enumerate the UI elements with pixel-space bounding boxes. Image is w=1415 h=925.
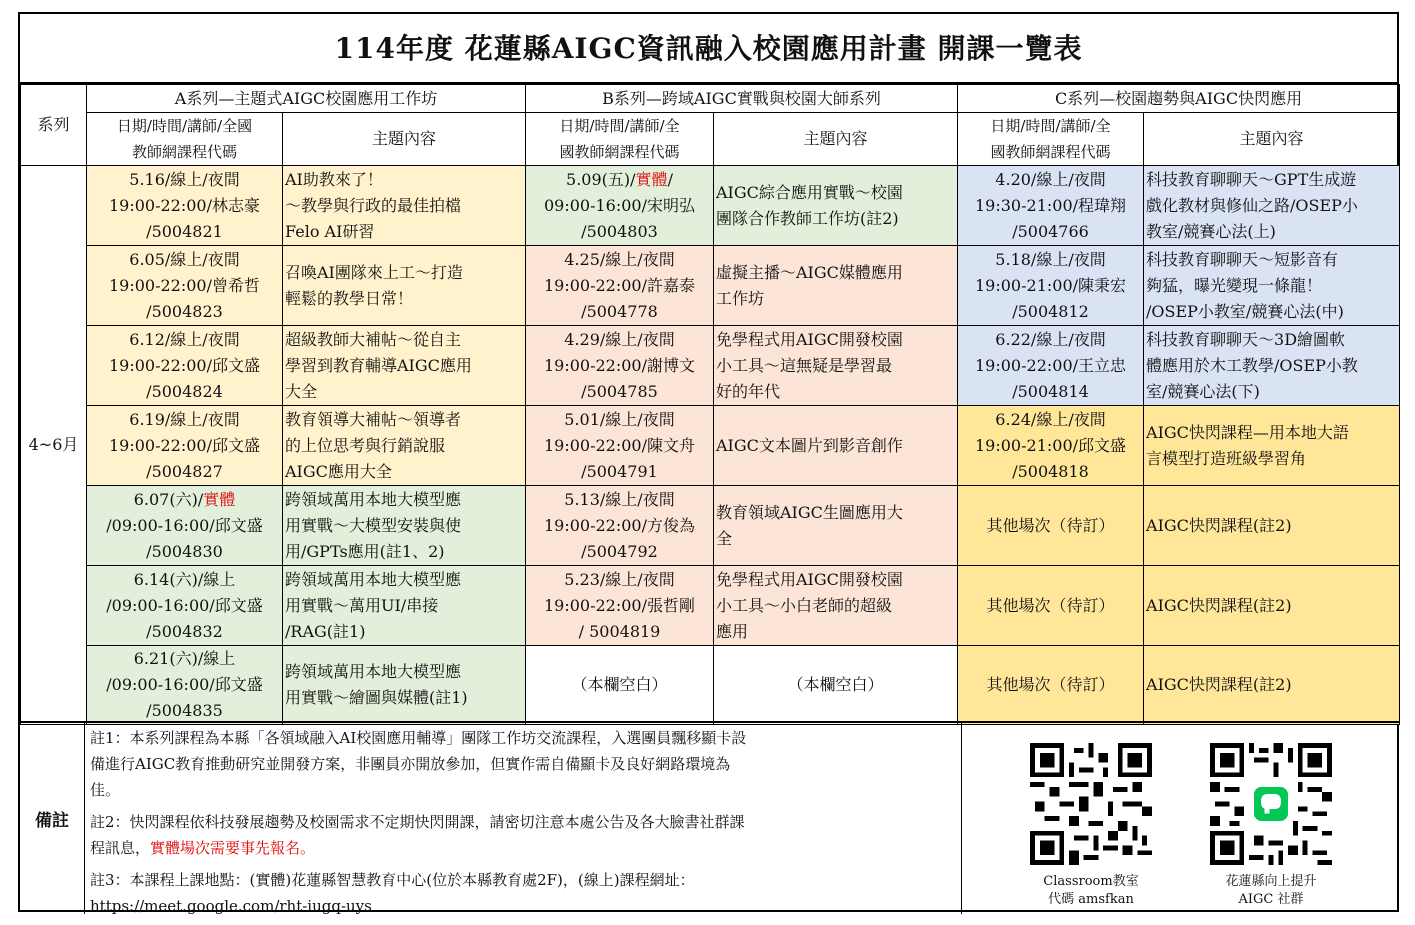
- table-row: [21, 646, 1400, 725]
- notes-divider: [961, 723, 962, 914]
- aigc-community-caption: 花蓮縣向上提升 AIGC 社群: [1225, 874, 1317, 907]
- col-topic-b: 主題內容: [714, 113, 958, 166]
- table-row: [21, 166, 1400, 246]
- col-topic-a: 主題內容: [283, 113, 526, 166]
- table-row: [21, 406, 1400, 486]
- note-2-text: 註2：快閃課程依科技發展趨勢及校園需求不定期快閃開課，請密切注意本處公告及各大臉書社群課 程訊息，: [90, 813, 745, 857]
- col-info-a: 日期/時間/講師/全國 教師網課程代碼: [87, 113, 283, 166]
- in-person-mark: 實體: [203, 489, 236, 509]
- schedule-sheet: [18, 12, 1399, 915]
- c-info-cell: 其他場次（待訂）: [958, 646, 1144, 725]
- table-row: [21, 326, 1400, 406]
- page-title: 114年度 花蓮縣AIGC資訊融入校園應用計畫 開課一覽表: [20, 14, 1397, 84]
- a-info-cell: 6.14(六)/線上 /09:00-16:00/邱文盛 /5004832: [87, 566, 283, 646]
- course-table: [20, 84, 1400, 725]
- note-2-warning: 實體場次需要事先報名。: [150, 839, 316, 857]
- a-info-cell: 6.21(六)/線上 /09:00-16:00/邱文盛 /5004835: [87, 646, 283, 725]
- b-topic-cell: AIGC文本圖片到影音創作: [714, 406, 958, 486]
- a-info-cell: [87, 486, 283, 566]
- notes-section: [20, 721, 1399, 914]
- note-1: 註1：本系列課程為本縣「各領域融入AI校園應用輔導」團隊工作坊交流課程，入選團員飄移顯卡設 備進行AIGC教育推動研究並開發方案，非團員亦開放參加，但實作需自備顯卡及良好網路環境為 佳。: [90, 729, 747, 799]
- classroom-caption: Classroom教室 代碼 amsfkan: [1043, 874, 1139, 907]
- aigc-community-qr-code[interactable]: [1210, 743, 1332, 865]
- table-row: [21, 486, 1400, 566]
- a-info-pre: 6.07(六)/: [133, 489, 204, 509]
- period-cell: 4~6月: [21, 166, 87, 725]
- c-topic-cell: 科技教育聊聊天～GPT生成遊 戲化教材與修仙之路/OSEP小 教室/競賽心法(上): [1144, 166, 1400, 246]
- a-info-cell: 6.19/線上/夜間 19:00-22:00/邱文盛 /5004827: [87, 406, 283, 486]
- b-info-pre: 5.09(五)/: [566, 169, 636, 189]
- b-topic-cell: 教育領域AIGC生圖應用大 全: [714, 486, 958, 566]
- col-topic-c: 主題內容: [1144, 113, 1400, 166]
- b-topic-cell: 免學程式用AIGC開發校園 小工具～小白老師的超級 應用: [714, 566, 958, 646]
- c-info-cell: 6.24/線上/夜間 19:00-21:00/邱文盛 /5004818: [958, 406, 1144, 486]
- table-row: [21, 246, 1400, 326]
- b-info-cell: 5.13/線上/夜間 19:00-22:00/方俊為 /5004792: [526, 486, 714, 566]
- series-header: 系列: [21, 85, 87, 166]
- c-info-cell: 5.18/線上/夜間 19:00-21:00/陳秉宏 /5004812: [958, 246, 1144, 326]
- b-info-cell: [526, 166, 714, 246]
- c-topic-cell: 科技教育聊聊天～短影音有 夠猛，曝光變現一條龍！ /OSEP小教室/競賽心法(中): [1144, 246, 1400, 326]
- a-topic-cell: 跨領域萬用本地大模型應 用實戰～繪圖與媒體(註1): [283, 646, 526, 725]
- a-info-cell: 5.16/線上/夜間 19:00-22:00/林志豪 /5004821: [87, 166, 283, 246]
- a-info-cell: 6.05/線上/夜間 19:00-22:00/曾希哲 /5004823: [87, 246, 283, 326]
- a-topic-cell: 跨領域萬用本地大模型應 用實戰～大模型安裝與使 用/GPTs應用(註1、2): [283, 486, 526, 566]
- a-info-cell: 6.12/線上/夜間 19:00-22:00/邱文盛 /5004824: [87, 326, 283, 406]
- notes-label: 備註: [20, 723, 85, 914]
- a-topic-cell: 教育領導大補帖～領導者 的上位思考與行銷說服 AIGC應用大全: [283, 406, 526, 486]
- b-topic-cell: AIGC綜合應用實戰～校園 團隊合作教師工作坊(註2): [714, 166, 958, 246]
- c-info-cell: 其他場次（待訂）: [958, 486, 1144, 566]
- c-info-cell: 其他場次（待訂）: [958, 566, 1144, 646]
- c-info-cell: 6.22/線上/夜間 19:00-22:00/王立忠 /5004814: [958, 326, 1144, 406]
- series-c-title: C系列—校園趨勢與AIGC快閃應用: [958, 85, 1400, 113]
- a-topic-cell: AI助教來了！ ～教學與行政的最佳拍檔 Felo AI研習: [283, 166, 526, 246]
- b-topic-cell: 虛擬主播～AIGC媒體應用 工作坊: [714, 246, 958, 326]
- a-info-post: /09:00-16:00/邱文盛 /5004830: [106, 515, 263, 561]
- a-topic-cell: 召喚AI團隊來上工～打造 輕鬆的教學日常！: [283, 246, 526, 326]
- a-topic-cell: 超級教師大補帖～從自主 學習到教育輔導AIGC應用 大全: [283, 326, 526, 406]
- series-a-title: A系列—主題式AIGC校園應用工作坊: [87, 85, 526, 113]
- b-info-cell: 4.25/線上/夜間 19:00-22:00/許嘉泰 /5004778: [526, 246, 714, 326]
- in-person-mark: 實體: [635, 169, 668, 189]
- c-topic-cell: AIGC快閃課程(註2): [1144, 646, 1400, 725]
- b-info-cell: （本欄空白）: [526, 646, 714, 725]
- series-b-title: B系列—跨域AIGC實戰與校園大師系列: [526, 85, 958, 113]
- a-topic-cell: 跨領域萬用本地大模型應 用實戰～萬用UI/串接 /RAG(註1): [283, 566, 526, 646]
- b-info-post: / 09:00-16:00/宋明弘 /5004803: [543, 169, 696, 241]
- table-row: [21, 566, 1400, 646]
- b-topic-cell: （本欄空白）: [714, 646, 958, 725]
- b-info-cell: 5.23/線上/夜間 19:00-22:00/張哲剛 / 5004819: [526, 566, 714, 646]
- c-topic-cell: AIGC快閃課程—用本地大語 言模型打造班級學習角: [1144, 406, 1400, 486]
- c-topic-cell: AIGC快閃課程(註2): [1144, 566, 1400, 646]
- col-info-c: 日期/時間/講師/全 國教師網課程代碼: [958, 113, 1144, 166]
- b-info-cell: 5.01/線上/夜間 19:00-22:00/陳文舟 /5004791: [526, 406, 714, 486]
- note-3: 註3：本課程上課地點：(實體)花蓮縣智慧教育中心(位於本縣教育處2F)，(線上)課程網址： https://meet.google.com/rht-iugq-uys: [90, 871, 695, 915]
- b-topic-cell: 免學程式用AIGC開發校園 小工具～這無疑是學習最 好的年代: [714, 326, 958, 406]
- b-info-cell: 4.29/線上/夜間 19:00-22:00/謝博文 /5004785: [526, 326, 714, 406]
- notes-text: [90, 725, 960, 925]
- col-info-b: 日期/時間/講師/全 國教師網課程代碼: [526, 113, 714, 166]
- c-info-cell: 4.20/線上/夜間 19:30-21:00/程瑋翔 /5004766: [958, 166, 1144, 246]
- c-topic-cell: AIGC快閃課程(註2): [1144, 486, 1400, 566]
- classroom-qr-code[interactable]: [1030, 743, 1152, 865]
- note-2: [90, 809, 960, 861]
- c-topic-cell: 科技教育聊聊天～3D繪圖軟 體應用於木工教學/OSEP小教 室/競賽心法(下): [1144, 326, 1400, 406]
